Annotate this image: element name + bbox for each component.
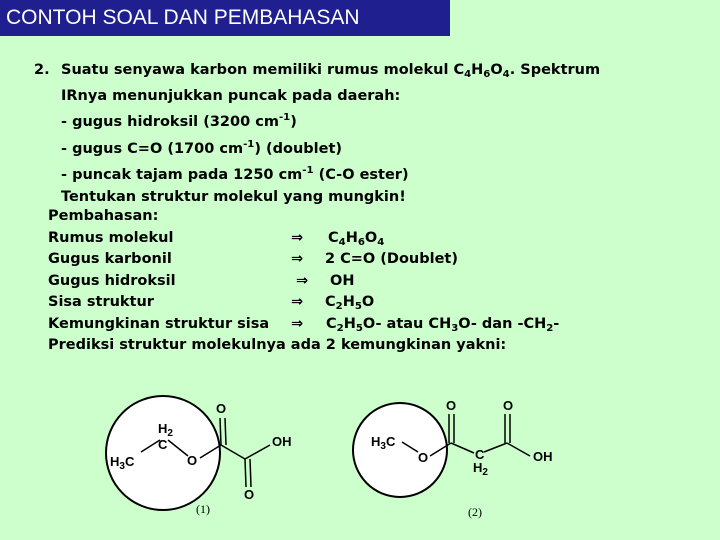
- s1-o-top-label: O: [216, 401, 227, 416]
- question-line-1: Suatu senyawa karbon memiliki rumus molekul $C_4H_6O_4$. Spektrum: [61, 62, 601, 80]
- structure-1: [106, 396, 292, 516]
- s1-oh-label: OH: [272, 434, 292, 449]
- question-line-5: - puncak tajam pada 1250 $cm^{-1}$ (C-O ester): [61, 165, 409, 183]
- question-line-6: Tentukan struktur molekul yang mungkin!: [61, 188, 406, 205]
- s1-o-bottom-label: O: [244, 487, 255, 502]
- s2-o-top2-label: O: [503, 398, 514, 413]
- implies-arrow: ⇒: [291, 294, 304, 310]
- question-line-4: - gugus C=O (1700 $cm^{-1}$) (doublet): [61, 138, 343, 157]
- implies-arrow: ⇒: [291, 251, 304, 267]
- question-line-3: - gugus hidroksil (3200 $cm^{-1}$): [61, 112, 297, 130]
- ethyl-group-circle: [106, 396, 220, 510]
- structure-2: [353, 398, 553, 519]
- question-number: 2.: [34, 62, 50, 78]
- s2-o-ring-label: O: [418, 450, 429, 465]
- implies-arrow: ⇒: [291, 229, 304, 246]
- s2-h2-label: $H_2$: [473, 460, 488, 478]
- implies-arrow: ⇒: [296, 272, 309, 289]
- s1-c-label: C: [158, 437, 168, 452]
- s1-h2-label: $H_2$: [158, 421, 173, 439]
- methyl-group-circle: [353, 403, 447, 497]
- s2-h3c-label: $H_3C$: [371, 434, 396, 452]
- s2-caption: (2): [468, 505, 482, 519]
- s2-oh-label: OH: [533, 449, 553, 464]
- s1-caption: (1): [196, 502, 210, 516]
- question-line-2: IRnya menunjukkan puncak pada daerah:: [61, 87, 401, 104]
- s1-h3c-label: $H_3C$: [110, 454, 135, 472]
- implies-arrow: ⇒: [291, 315, 304, 332]
- s2-c-label: C: [475, 447, 485, 462]
- s1-o-ring-label: O: [187, 453, 198, 468]
- slide-title: CONTOH SOAL DAN PEMBAHASAN: [0, 0, 450, 36]
- s2-o-top1-label: O: [446, 398, 457, 413]
